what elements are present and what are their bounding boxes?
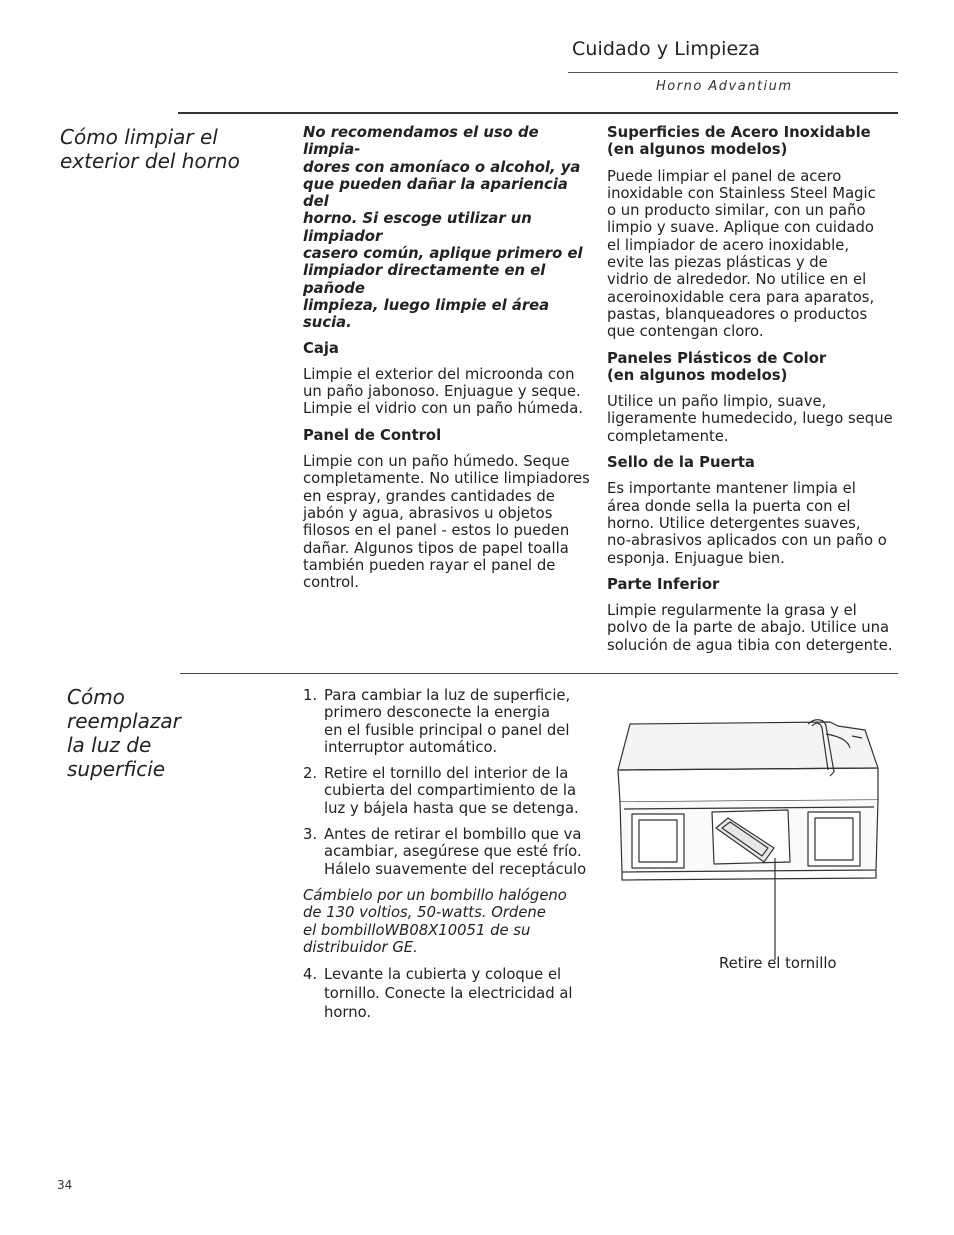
caja-body: Limpie el exterior del microonda con un paño jabonoso. Enjuague y seque. Limpie el vidrio con un paño húmeda. xyxy=(303,365,583,418)
step-item: 3. Antes de retirar el bombillo que va acambiar, asegúrese que esté frío. Hálelo suavemente del receptáculo xyxy=(303,826,587,878)
panel-body: Limpie con un paño húmedo. Seque completamente. No utilice limpiadores en espray, grandes cantidades de jabón y agua, abrasivos u objetos filosos en el panel - estos lo pueden dañar. Algunos tipos de papel toalla también pueden rayar el panel de control. xyxy=(303,453,590,592)
step-item: 2. Retire el tornillo del interior de la cubierta del compartimiento de la luz y bájela hasta que se detenga. xyxy=(303,765,579,817)
sello-body: Es importante mantener limpia el área donde sella la puerta con el horno. Utilice detergentes suaves, no-abrasivos aplicados con un paño o esponja. Enjuague bien. xyxy=(607,480,887,567)
figure-caption: Retire el tornillo xyxy=(719,955,837,972)
acero-heading: Superficies de Acero Inoxidable (en algunos modelos) xyxy=(607,124,871,159)
exterior-column-left xyxy=(303,124,595,600)
section-divider-middle xyxy=(180,673,898,674)
step-item: 4. Levante la cubierta y coloque el tornillo. Conecte la electricidad al horno. xyxy=(303,966,573,1022)
section-title-exterior: Cómo limpiar el exterior del horno xyxy=(60,125,240,173)
section-title-light: Cómo reemplazar la luz de superficie xyxy=(67,685,181,781)
acero-body: Puede limpiar el panel de acero inoxidable con Stainless Steel Magic o un producto similar, con un paño limpio y suave. Aplique con cuidado el limpiador de acero inoxidable, evite las piezas plásticas y de vidrio de alrededor. No utilice en el aceroinoxidable cera para aparatos, pastas, blanqueadores o productos que contengan cloro. xyxy=(607,167,876,341)
cleaner-warning: No recomendamos el uso de limpia- dores con amoníaco o alcohol, ya que pueden dañar la apariencia del horno. Si escoge utilizar un limpiador casero común, aplique primero el limpiador directamente en el pañode limpieza, luego limpie el área sucia. xyxy=(303,124,583,332)
plasticos-body: Utilice un paño limpio, suave, ligeramente humedecido, luego seque completamente. xyxy=(607,393,893,445)
oven-illustration xyxy=(612,712,892,967)
section-divider-top xyxy=(178,112,898,114)
steps-list xyxy=(303,687,598,878)
light-steps-column xyxy=(303,687,598,1031)
sello-heading: Sello de la Puerta xyxy=(607,454,755,472)
steps-list-continued xyxy=(303,965,598,1022)
panel-heading: Panel de Control xyxy=(303,426,442,444)
exterior-column-right xyxy=(607,124,899,663)
bulb-note: Cámbielo por un bombillo halógeno de 130 voltios, 50-watts. Ordene el bombilloWB08X10051 de su distribuidor GE. xyxy=(303,886,567,956)
inferior-body: Limpie regularmente la grasa y el polvo de la parte de abajo. Utilice una solución de agua tibia con detergente. xyxy=(607,602,893,654)
page-header-title: Cuidado y Limpieza xyxy=(572,38,761,60)
page-number: 34 xyxy=(57,1178,73,1192)
step-item: 1. Para cambiar la luz de superficie, primero desconecte la energia en el fusible principal o panel del interruptor automático. xyxy=(303,687,571,756)
page-header-subtitle: Horno Advantium xyxy=(656,79,793,94)
caja-heading: Caja xyxy=(303,339,339,357)
plasticos-heading: Paneles Plásticos de Color (en algunos modelos) xyxy=(607,349,827,384)
header-divider xyxy=(568,72,898,73)
inferior-heading: Parte Inferior xyxy=(607,575,720,593)
